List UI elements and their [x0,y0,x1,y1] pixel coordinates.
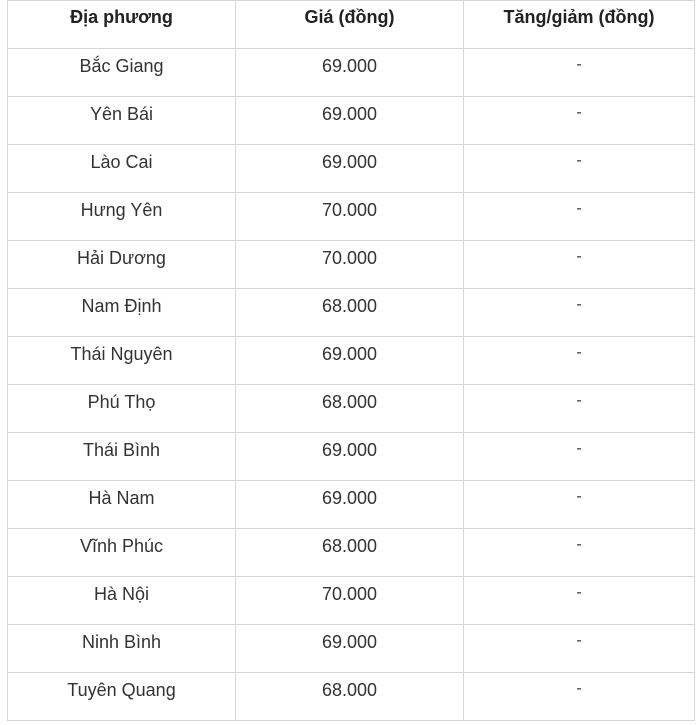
cell-change: - [464,577,695,625]
table-row [8,577,695,625]
table-row [8,49,695,97]
table-row [8,433,695,481]
table-row [8,481,695,529]
cell-region: Thái Nguyên [8,337,236,385]
cell-price: 69.000 [236,433,464,481]
cell-region: Hà Nam [8,481,236,529]
cell-region: Phú Thọ [8,385,236,433]
cell-price: 68.000 [236,529,464,577]
header-row [8,1,695,49]
cell-price: 69.000 [236,49,464,97]
table-row [8,529,695,577]
table-body [8,49,695,721]
cell-region: Thái Bình [8,433,236,481]
table-row [8,97,695,145]
cell-price: 68.000 [236,385,464,433]
cell-region: Vĩnh Phúc [8,529,236,577]
cell-change: - [464,337,695,385]
table-row [8,289,695,337]
table-header [8,1,695,49]
header-price: Giá (đồng) [236,1,464,49]
header-region: Địa phương [8,1,236,49]
cell-region: Hải Dương [8,241,236,289]
cell-price: 68.000 [236,673,464,721]
cell-region: Ninh Bình [8,625,236,673]
cell-change: - [464,529,695,577]
table-row [8,145,695,193]
cell-price: 69.000 [236,97,464,145]
cell-price: 69.000 [236,625,464,673]
cell-change: - [464,385,695,433]
cell-change: - [464,673,695,721]
cell-change: - [464,289,695,337]
cell-price: 69.000 [236,337,464,385]
cell-change: - [464,49,695,97]
cell-change: - [464,241,695,289]
cell-price: 68.000 [236,289,464,337]
cell-price: 69.000 [236,145,464,193]
cell-region: Nam Định [8,289,236,337]
cell-price: 70.000 [236,241,464,289]
table-row [8,193,695,241]
cell-change: - [464,625,695,673]
cell-change: - [464,145,695,193]
cell-price: 70.000 [236,193,464,241]
cell-region: Tuyên Quang [8,673,236,721]
cell-change: - [464,481,695,529]
cell-region: Hưng Yên [8,193,236,241]
table-row [8,241,695,289]
cell-price: 69.000 [236,481,464,529]
table-row [8,337,695,385]
price-table [7,0,695,721]
header-change: Tăng/giảm (đồng) [464,1,695,49]
cell-change: - [464,193,695,241]
cell-change: - [464,97,695,145]
cell-region: Lào Cai [8,145,236,193]
cell-change: - [464,433,695,481]
table-row [8,673,695,721]
table-row [8,385,695,433]
cell-price: 70.000 [236,577,464,625]
cell-region: Yên Bái [8,97,236,145]
cell-region: Hà Nội [8,577,236,625]
cell-region: Bắc Giang [8,49,236,97]
table-row [8,625,695,673]
